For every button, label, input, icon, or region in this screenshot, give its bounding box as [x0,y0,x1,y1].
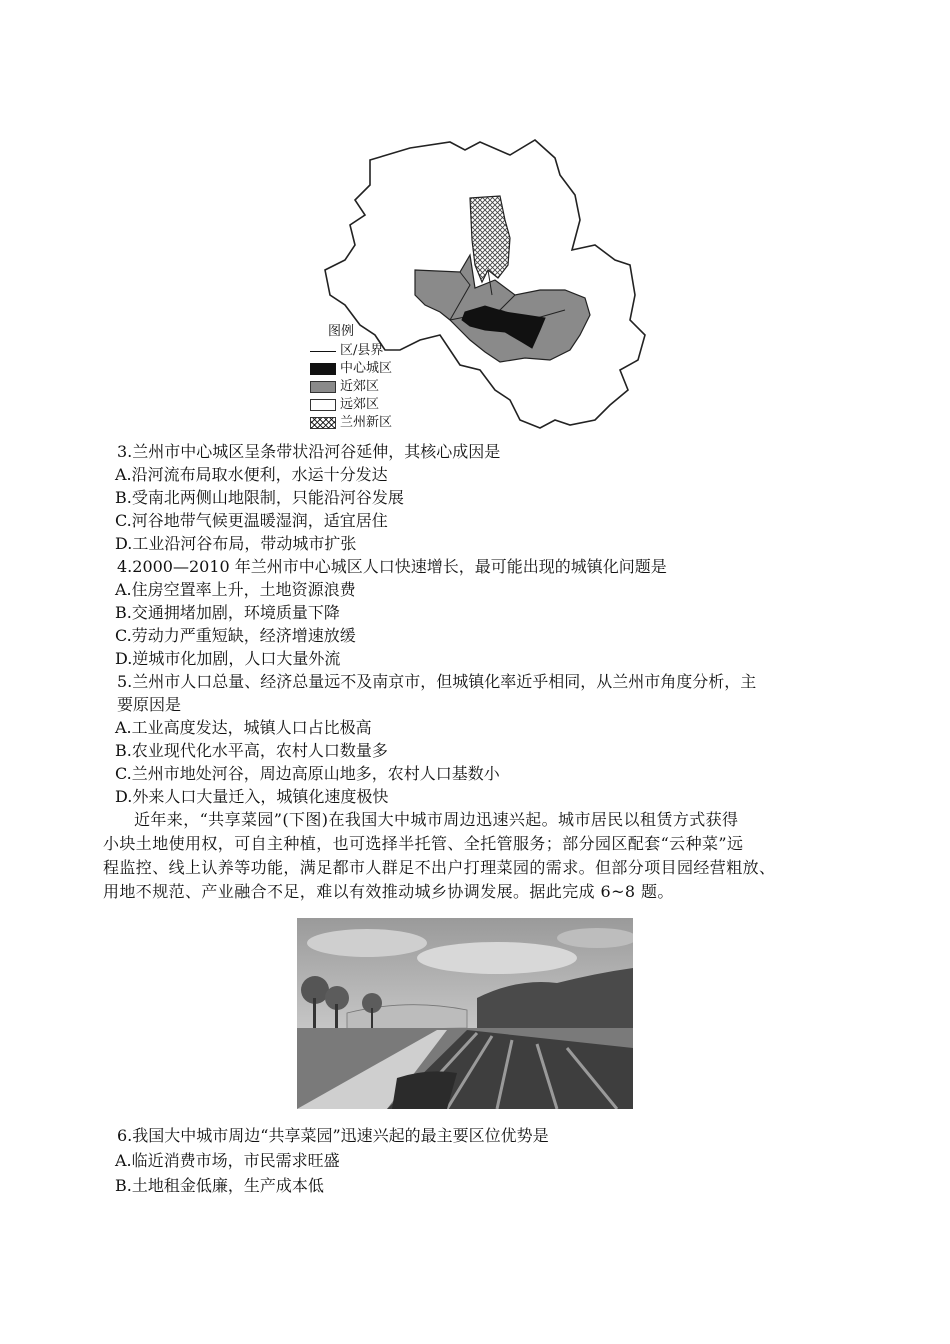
central-swatch [310,363,336,375]
legend-title: 图例 [328,324,355,339]
legend-item-central [310,360,392,378]
question-5-stem-cont: 要原因是 [117,695,182,714]
boundary-line-swatch [310,351,336,352]
question-5-stem: 5.兰州市人口总量、经济总量远不及南京市，但城镇化率近乎相同，从兰州市角度分析，主 [117,672,757,691]
question-4-stem: 4.2000—2010 年兰州市中心城区人口快速增长，最可能出现的城镇化问题是 [117,557,667,576]
passage-line-2: 小块土地使用权，可自主种植，也可选择半托管、全托管服务；部分园区配套“云种菜”远 [103,834,744,853]
legend-item-far [310,396,392,414]
q4-option-a: A.住房空置率上升，土地资源浪费 [115,580,356,599]
q4-option-d: D.逆城市化加剧，人口大量外流 [115,649,341,668]
new-district-swatch [310,417,336,429]
map-legend [310,323,392,432]
passage-line-1: 近年来，“共享菜园”(下图)在我国大中城市周边迅速兴起。城市居民以租赁方式获得 [134,810,739,829]
q6-option-a: A.临近消费市场，市民需求旺盛 [115,1151,340,1170]
shared-garden-photo [297,918,633,1109]
far-swatch [310,399,336,411]
q4-option-b: B.交通拥堵加剧，环境质量下降 [115,603,340,622]
question-6-stem: 6.我国大中城市周边“共享菜园”迅速兴起的最主要区位优势是 [117,1126,549,1145]
q5-option-b: B.农业现代化水平高，农村人口数量多 [115,741,388,760]
near-swatch [310,381,336,393]
legend-label: 区/县界 [340,343,384,358]
legend-label: 兰州新区 [340,415,393,430]
question-3-stem: 3.兰州市中心城区呈条带状沿河谷延伸，其核心成因是 [117,442,501,461]
legend-item-near [310,378,392,396]
q3-option-d: D.工业沿河谷布局，带动城市扩张 [115,534,357,553]
q5-option-d: D.外来人口大量迁入，城镇化速度极快 [115,787,389,806]
legend-label: 近郊区 [340,379,380,394]
q3-option-c: C.河谷地带气候更温暖湿润，适宜居住 [115,511,388,530]
q5-option-a: A.工业高度发达，城镇人口占比极高 [115,718,372,737]
q5-option-c: C.兰州市地处河谷，周边高原山地多，农村人口基数小 [115,764,500,783]
q3-option-a: A.沿河流布局取水便利，水运十分发达 [115,465,388,484]
q6-option-b: B.土地租金低廉，生产成本低 [115,1176,324,1195]
q3-option-b: B.受南北两侧山地限制，只能沿河谷发展 [115,488,404,507]
legend-label: 中心城区 [340,361,393,376]
passage-line-3: 程监控、线上认养等功能，满足都市人群足不出户打理菜园的需求。但部分项目园经营粗放、 [103,858,776,877]
q4-option-c: C.劳动力严重短缺，经济增速放缓 [115,626,356,645]
legend-item-new [310,414,392,432]
legend-label: 远郊区 [340,397,380,412]
legend-item-boundary [310,342,392,360]
passage-line-4: 用地不规范、产业融合不足，难以有效推动城乡协调发展。据此完成 6~8 题。 [103,882,674,901]
